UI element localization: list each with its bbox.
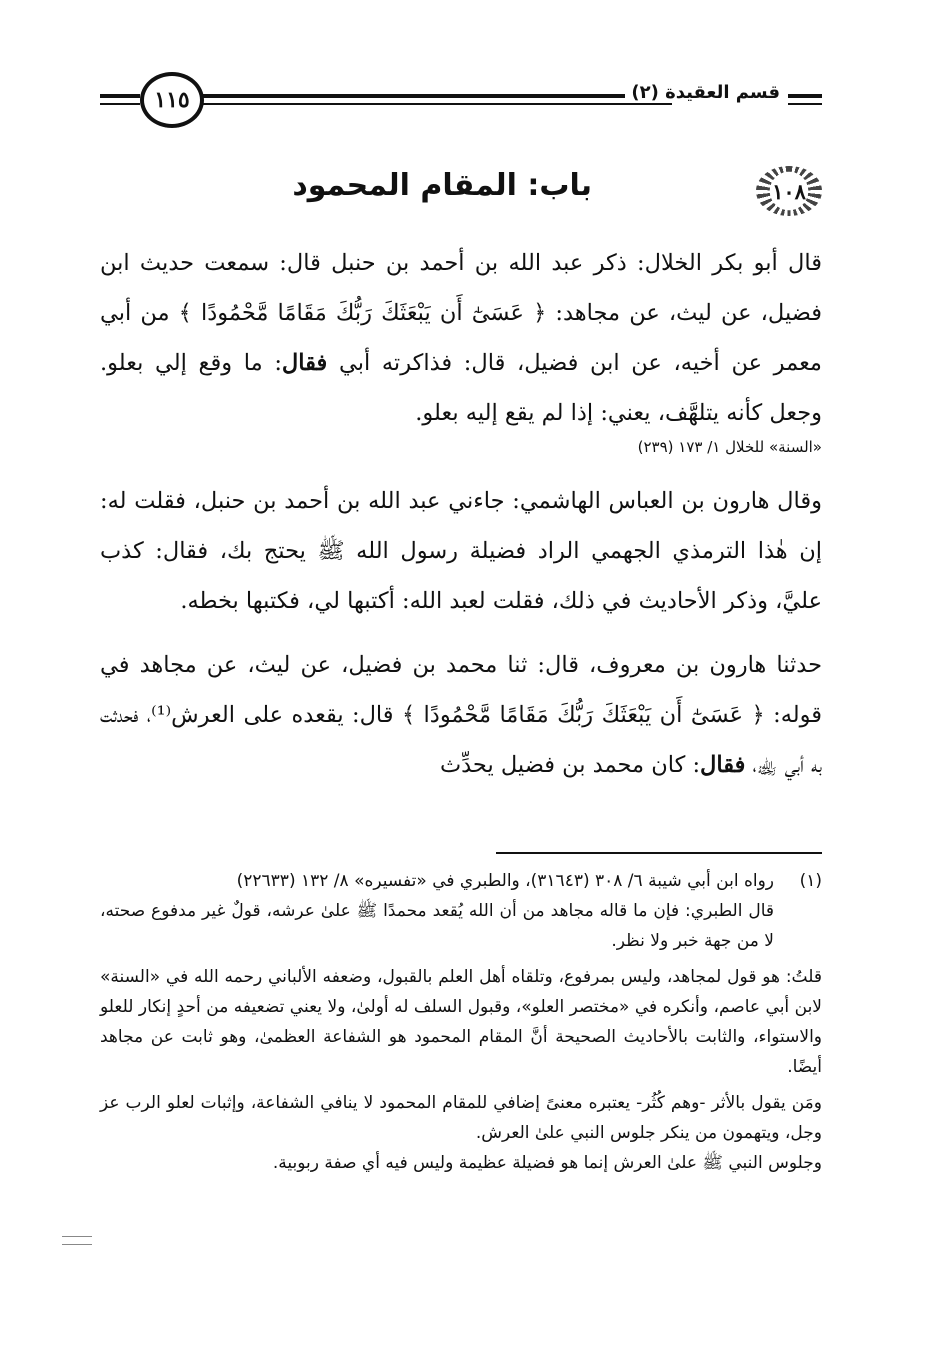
- paragraph-3: [100, 640, 822, 790]
- main-text: [100, 238, 822, 790]
- chapter-title: باب: المقام المحمود: [292, 168, 592, 203]
- footnotes: [100, 866, 822, 1178]
- footnote-number: (١): [799, 871, 822, 891]
- footnote-paragraph: وجلوس النبي ﷺ علىٰ العرش إنما هو فضيلة عظيمة وليس فيه أي صفة ربوبية.: [272, 1153, 822, 1173]
- paragraph-1: [100, 238, 822, 438]
- header-rule: [100, 94, 140, 98]
- chapter-number-badge: ١٠٨: [756, 166, 822, 216]
- margin-mark: [62, 1236, 92, 1245]
- header-rule: [186, 103, 672, 105]
- bold-word: فقال: [700, 752, 746, 778]
- running-title: قسم العقيدة (٢): [625, 82, 786, 103]
- footnote-separator: [496, 852, 822, 854]
- paragraph-text: قال أبو بكر الخلال: ذكر عبد الله بن أحمد بن حنبل قال: سمعت حديث ابن فضيل، عن ليث، عن مجاهد: ﴿ عَسَىٰٓ أَن يَبْعَثَكَ رَبُّكَ مَقَامًا مَّحْمُودًا ﴾ من أبي معمر عن أخيه، عن ابن فضيل، قال: فذاكرته أبي: [100, 250, 822, 376]
- chapter-heading: [100, 162, 822, 222]
- paragraph-text: : ما وقع إلي بعلو. وجعل كأنه يتلهَّف، يعني: إذا لم يقع إليه بعلو.: [100, 350, 822, 426]
- footnote-text: رواه ابن أبي شيبة ٦/ ٣٠٨ (٣١٦٤٣)، والطبري في «تفسيره» ٨/ ١٣٢ (٢٢٦٣٣): [236, 871, 774, 891]
- paragraph-2: وقال هارون بن العباس الهاشمي: جاءني عبد الله بن أحمد بن حنبل، فقلت له: إن هٰذا الترمذي الجهمي الراد فضيلة رسول الله ﷺ يحتج بك، فقال: كذب عليَّ، وذكر الأحاديث في ذلك، فقلت لعبد الله: أكتبها لي، فكتبها بخطه.: [100, 488, 822, 614]
- header-rule: [788, 94, 822, 98]
- bold-word: فقال: [281, 350, 328, 376]
- header-rule: [186, 94, 672, 98]
- source-citation: «السنة» للخلال ١/ ١٧٣ (٢٣٩): [637, 438, 822, 456]
- paragraph-text: : كان محمد بن فضيل يحدِّث: [439, 752, 701, 778]
- page-number: ١١٥: [140, 72, 204, 128]
- header-rule: [100, 103, 140, 105]
- header-rule: [788, 103, 822, 105]
- footnote-paragraph: ومَن يقول بالأثر -وهم كُثُر- يعتبره معنىً إضافي للمقام المحمود لا ينافي الشفاعة، وإثبات لعلو الرب عز وجل، ويتهمون من ينكر جلوس النبي علىٰ العرش.: [100, 1093, 822, 1143]
- footnote-paragraph: قلتُ: هو قول لمجاهد، وليس بمرفوع، وتلقاه أهل العلم بالقبول، وضعفه الألباني رحمه الله في «السنة» لابن أبي عاصم، وأنكره في «مختصر العلو»، وقبول السلف له أولىٰ، ولا يعني تضعيفه من أحدٍ إنكار للعلو والاستواء، والثابت بالأحاديث الصحيحة أنَّ المقام المحمود هو الشفاعة العظمىٰ، وهو ثابت عن مجاهد أيضًا.: [100, 967, 822, 1077]
- page-header: [100, 72, 822, 132]
- footnote-1: [100, 866, 822, 896]
- paragraph-text: حدثنا هارون بن معروف، قال: ثنا محمد بن فضيل، عن ليث، عن مجاهد في قوله: ﴿ عَسَىٰٓ أَن يَبْعَثَكَ رَبُّكَ مَقَامًا مَّحْمُودًا ﴾ قال: يقعده على العرش⁽¹⁾، فحدثت به أبي ﵀،: [100, 652, 822, 778]
- footnote-paragraph: قال الطبري: فإن ما قاله مجاهد من أن الله يُقعد محمدًا ﷺ علىٰ عرشه، قولٌ غير مدفوع صحته، لا من جهة خبر ولا نظر.: [100, 901, 774, 951]
